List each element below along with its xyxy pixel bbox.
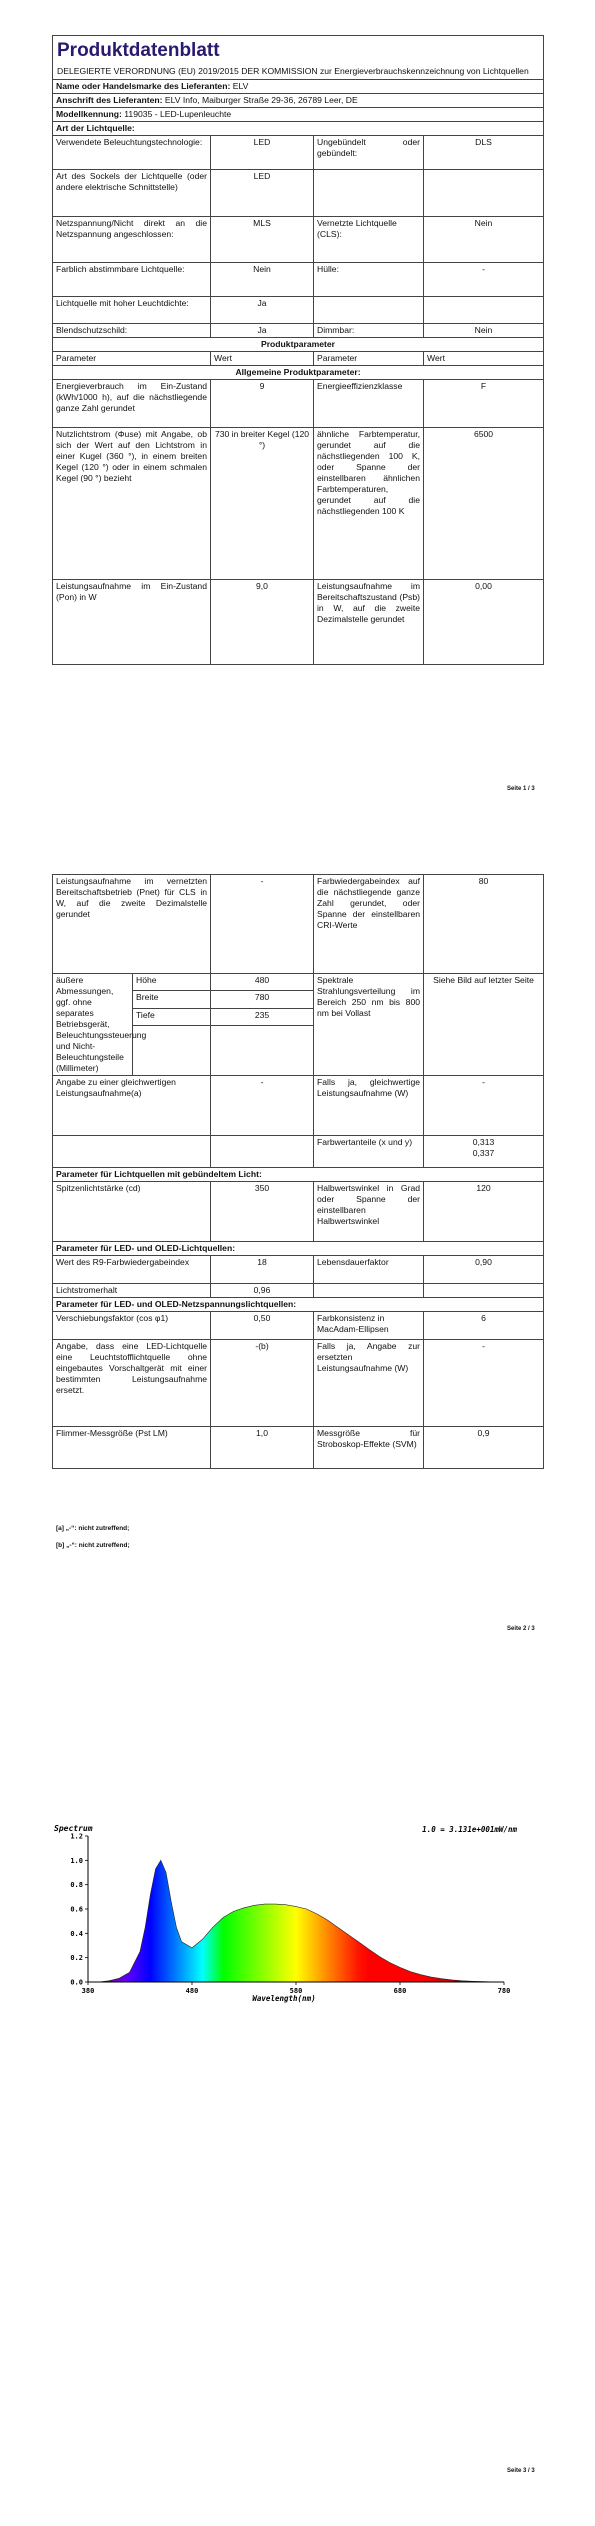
lst-r5-label: Blendschutzschild: (53, 324, 211, 338)
lst-r3-value: Nein (211, 263, 314, 297)
pp-r0-label: Energieverbrauch im Ein-Zustand (kWh/1000 h), auf die nächstliegende ganze Zahl gerundet (53, 380, 211, 428)
p2-network-label: Leistungsaufnahme im vernetzten Bereitschaftsbetrieb (Pnet) für CLS in W, auf die zweite Dezimalstelle gerundet (53, 875, 211, 974)
p2-dimensions-label: äußere Abmessungen, ggf. ohne separates Betriebsgerät, Beleuchtungssteuerung und Nicht-Beleuchtungsteile (Millimeter) (53, 974, 133, 1076)
y-tick-label: 1.0 (70, 1856, 83, 1865)
lst-r4-param (314, 297, 424, 324)
pp-r0-value: 9 (211, 380, 314, 428)
p2-equiv-power-label: Falls ja, gleichwertige Leistungsaufnahme (W) (314, 1076, 424, 1136)
p2-mains-heading: Parameter für LED- und OLED-Netzspannungslichtquellen: (53, 1298, 544, 1312)
p2-dls-heading: Parameter für Lichtquellen mit gebündeltem Licht: (53, 1168, 544, 1182)
product-params-heading: Produktparameter (53, 338, 544, 352)
p2-peak-label: Spitzenlichtstärke (cd) (53, 1182, 211, 1242)
lst-r1-label: Art des Sockels der Lichtquelle (oder andere elektrische Schnittstelle) (53, 170, 211, 217)
model-id-row (53, 108, 544, 122)
lst-r2-label: Netzspannung/Nicht direkt an die Netzspannung angeschlossen: (53, 217, 211, 263)
lst-r2-param-value: Nein (424, 217, 544, 263)
footnote-b: [b] „-“: nicht zutreffend; (56, 1542, 130, 1549)
x-tick-label: 580 (289, 1987, 303, 1995)
p2-spectral-label: Spektrale Strahlungsverteilung im Bereich 250 nm bis 800 nm bei Vollast (314, 974, 424, 1076)
p2-flicker-label: Flimmer-Messgröße (Pst LM) (53, 1427, 211, 1469)
lst-r2-param: Vernetzte Lichtquelle (CLS): (314, 217, 424, 263)
p2-dim-width-label: Breite (133, 991, 211, 1008)
p2-lumen-param-value (424, 1284, 544, 1298)
p2-replaced-power-value: - (424, 1340, 544, 1427)
p2-replace-value: -(b) (211, 1340, 314, 1427)
y-tick-label: 0.6 (70, 1905, 83, 1914)
document-subtitle: DELEGIERTE VERORDNUNG (EU) 2019/2015 DER KOMMISSION zur Energieverbrauchskennzeichnung von Lichtquellen (57, 66, 529, 76)
p2-dim-height-value: 480 (211, 974, 314, 991)
y-tick-label: 0.0 (70, 1978, 83, 1987)
x-tick-label: 480 (185, 1987, 199, 1995)
model-id-value: 119035 - LED-Lupenleuchte (124, 109, 232, 119)
p2-color-blank-value (211, 1136, 314, 1168)
x-tick-label: 780 (497, 1987, 511, 1995)
lst-r4-label: Lichtquelle mit hoher Leuchtdichte: (53, 297, 211, 324)
lst-r0-param: Ungebündelt oder gebündelt: (314, 136, 424, 170)
lst-r5-param-value: Nein (424, 324, 544, 338)
y-tick-label: 0.8 (70, 1881, 83, 1890)
supplier-name-label: Name oder Handelsmarke des Lieferanten: (56, 81, 231, 91)
p2-network-value: - (211, 875, 314, 974)
lst-r0-label: Verwendete Beleuchtungstechnologie: (53, 136, 211, 170)
p2-r9-value: 18 (211, 1256, 314, 1284)
spectrum-area (88, 1860, 504, 1982)
lst-r3-param: Hülle: (314, 263, 424, 297)
page-number-1: Seite 1 / 3 (507, 786, 535, 792)
document-title: Produktdatenblatt (57, 40, 220, 61)
p2-dim-height-label: Höhe (133, 974, 211, 991)
lst-r3-label: Farblich abstimmbare Lichtquelle: (53, 263, 211, 297)
p2-dim-width-value: 780 (211, 991, 314, 1008)
p2-svm-value: 0,9 (424, 1427, 544, 1469)
pp-r0-param: Energieeffizienzklasse (314, 380, 424, 428)
lst-r1-param (314, 170, 424, 217)
x-tick-label: 380 (81, 1987, 95, 1995)
p2-beam-angle-value: 120 (424, 1182, 544, 1242)
p2-equiv-power-value: - (424, 1076, 544, 1136)
lst-r3-param-value: - (424, 263, 544, 297)
lst-r0-param-value: DLS (424, 136, 544, 170)
p2-color-blank-label (53, 1136, 211, 1168)
p2-replace-label: Angabe, dass eine LED-Lichtquelle eine Leuchtstofflichtquelle ohne eingebautes Vorschaltgerät mit einer bestimmten Leistungsaufnahme ersetzt. (53, 1340, 211, 1427)
p2-beam-angle-label: Halbwertswinkel in Grad oder Spanne der einstellbaren Halbwertswinkel (314, 1182, 424, 1242)
page-number-3: Seite 3 / 3 (507, 2468, 535, 2474)
pp-r2-param-value: 0,00 (424, 580, 544, 665)
p2-chromaticity-label: Farbwertanteile (x und y) (314, 1136, 424, 1168)
lst-r5-value: Ja (211, 324, 314, 338)
supplier-name-value: ELV (232, 81, 249, 91)
p2-spectral-value: Siehe Bild auf letzter Seite (424, 974, 544, 1076)
p2-lumen-label: Lichtstromerhalt (53, 1284, 211, 1298)
chart-annotation: 1.0 = 3.131e+001mW/nm (422, 1825, 517, 1834)
pp-r2-value: 9,0 (211, 580, 314, 665)
pp-r2-label: Leistungsaufnahme im Ein-Zustand (Pon) in W (53, 580, 211, 665)
p2-equiv-label (53, 1076, 211, 1136)
p2-dim-depth-value: 235 (211, 1008, 314, 1025)
p2-equiv-label-text: Angabe zu einer gleichwertigen Leistungsaufnahme(a) (56, 1077, 176, 1098)
p2-shift-label: Verschiebungsfaktor (cos φ1) (53, 1312, 211, 1340)
p2-survival-value: 0,90 (424, 1256, 544, 1284)
p2-led-heading: Parameter für LED- und OLED-Lichtquellen: (53, 1242, 544, 1256)
p2-replaced-power-label: Falls ja, Angabe zur ersetzten Leistungsaufnahme (W) (314, 1340, 424, 1427)
y-tick-label: 0.2 (70, 1954, 83, 1963)
general-params-heading: Allgemeine Produktparameter: (53, 366, 544, 380)
page-1 (52, 35, 543, 665)
chart-xlabel: Wavelength(nm) (252, 1994, 316, 2003)
p2-cri-label: Farbwiedergabeindex auf die nächstliegende ganze Zahl gerundet, oder Spanne der einstellbaren CRI-Werte (314, 875, 424, 974)
lst-r5-param: Dimmbar: (314, 324, 424, 338)
p2-dim-blank-value (211, 1026, 314, 1076)
x-tick-label: 680 (393, 1987, 407, 1995)
pp-r1-param: ähnliche Farbtemperatur, gerundet auf die nächstliegenden 100 K, oder Spanne der einstellbaren ähnlichen Farbtemperaturen, gerundet auf die nächstliegenden 100 K (314, 428, 424, 580)
p2-r9-label: Wert des R9-Farbwiedergabeindex (53, 1256, 211, 1284)
p2-chromaticity-values (424, 1136, 544, 1168)
supplier-address-row (53, 94, 544, 108)
lst-r1-param-value (424, 170, 544, 217)
p2-chromaticity-y: 0,337 (472, 1148, 495, 1158)
col-header-value-2: Wert (424, 352, 544, 366)
p2-macadam-value: 6 (424, 1312, 544, 1340)
lst-r4-param-value (424, 297, 544, 324)
y-tick-label: 1.2 (70, 1832, 83, 1841)
page-number-2: Seite 2 / 3 (507, 1626, 535, 1632)
p2-dim-depth-label: Tiefe (133, 1008, 211, 1025)
model-id-label: Modellkennung: (56, 109, 122, 119)
title-cell (53, 36, 544, 80)
p2-shift-value: 0,50 (211, 1312, 314, 1340)
lst-r2-value: MLS (211, 217, 314, 263)
datasheet-table-page-2 (52, 874, 544, 1469)
chart-title: Spectrum (54, 1824, 93, 1833)
spectrum-chart (52, 1822, 522, 2002)
pp-r1-param-value: 6500 (424, 428, 544, 580)
supplier-name-row (53, 80, 544, 94)
lst-r1-value: LED (211, 170, 314, 217)
p2-survival-label: Lebensdauerfaktor (314, 1256, 424, 1284)
page-2 (52, 874, 543, 1469)
pp-r0-param-value: F (424, 380, 544, 428)
p2-svm-label: Messgröße für Stroboskop-Effekte (SVM) (314, 1427, 424, 1469)
lst-r0-value: LED (211, 136, 314, 170)
p2-peak-value: 350 (211, 1182, 314, 1242)
y-tick-label: 0.4 (70, 1929, 83, 1938)
p2-cri-value: 80 (424, 875, 544, 974)
col-header-value-1: Wert (211, 352, 314, 366)
col-header-parameter-1: Parameter (53, 352, 211, 366)
p2-chromaticity-x: 0,313 (472, 1137, 495, 1147)
chart-plot-area (70, 1833, 510, 1996)
p2-equiv-value: - (211, 1076, 314, 1136)
pp-r2-param: Leistungsaufnahme im Bereitschaftszustand (Psb) in W, auf die zweite Dezimalstelle gerundet (314, 580, 424, 665)
pp-r1-label: Nutzlichtstrom (Φuse) mit Angabe, ob sich der Wert auf den Lichtstrom in einer Kugel (360 °), in einem breiten Kegel (120 °) oder in einem schmalen Kegel (90 °) bezieht (53, 428, 211, 580)
light-source-type-heading: Art der Lichtquelle: (53, 122, 544, 136)
p2-macadam-label: Farbkonsistenz in MacAdam-Ellipsen (314, 1312, 424, 1340)
datasheet-table-page-1 (52, 35, 544, 665)
p2-lumen-param (314, 1284, 424, 1298)
p2-flicker-value: 1,0 (211, 1427, 314, 1469)
col-header-parameter-2: Parameter (314, 352, 424, 366)
supplier-address-label: Anschrift des Lieferanten: (56, 95, 163, 105)
supplier-address-value: ELV Info, Maiburger Straße 29-36, 26789 Leer, DE (164, 95, 358, 105)
pp-r1-value: 730 in breiter Kegel (120 °) (211, 428, 314, 580)
lst-r4-value: Ja (211, 297, 314, 324)
footnote-a: [a] „-“: nicht zutreffend; (56, 1525, 130, 1532)
p2-lumen-value: 0,96 (211, 1284, 314, 1298)
